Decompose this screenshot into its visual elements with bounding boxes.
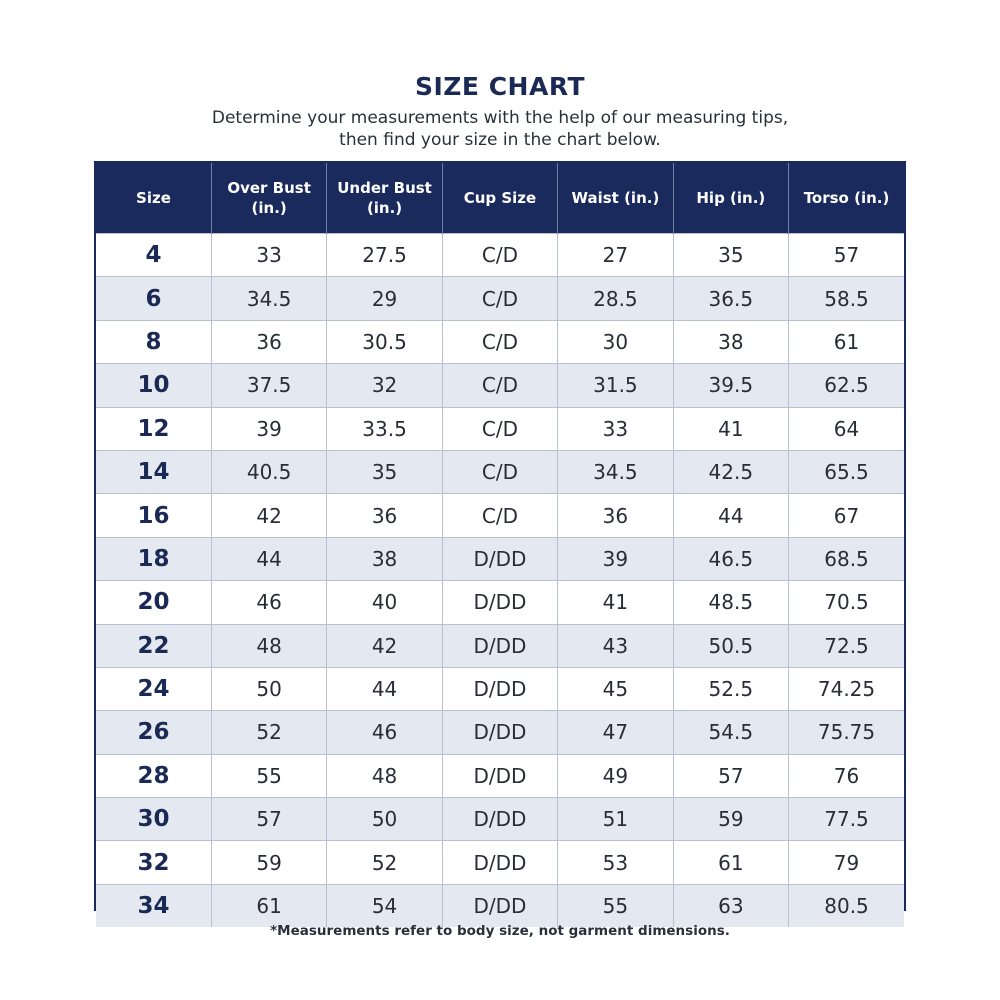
cell-under-bust: 54: [327, 884, 442, 927]
cell-over-bust: 40.5: [211, 450, 326, 493]
table-row: [96, 320, 904, 363]
cell-waist: 43: [558, 624, 673, 667]
cell-size: 24: [96, 667, 211, 710]
cell-torso: 57: [789, 234, 904, 277]
cell-size: 26: [96, 711, 211, 754]
cell-hip: 63: [673, 884, 788, 927]
table-row: [96, 537, 904, 580]
table-row: [96, 711, 904, 754]
cell-torso: 61: [789, 320, 904, 363]
cell-size: 6: [96, 277, 211, 320]
cell-torso: 70.5: [789, 581, 904, 624]
table-row: [96, 234, 904, 277]
cell-waist: 34.5: [558, 450, 673, 493]
cell-hip: 59: [673, 798, 788, 841]
cell-cup-size: C/D: [442, 364, 557, 407]
cell-hip: 39.5: [673, 364, 788, 407]
table-row: [96, 494, 904, 537]
page-subtitle: [0, 107, 1000, 151]
subtitle-line-2: then find your size in the chart below.: [339, 130, 661, 150]
cell-under-bust: 29: [327, 277, 442, 320]
cell-over-bust: 37.5: [211, 364, 326, 407]
cell-over-bust: 39: [211, 407, 326, 450]
table-row: [96, 624, 904, 667]
cell-torso: 76: [789, 754, 904, 797]
cell-torso: 65.5: [789, 450, 904, 493]
cell-waist: 31.5: [558, 364, 673, 407]
table-row: [96, 667, 904, 710]
cell-waist: 41: [558, 581, 673, 624]
cell-under-bust: 32: [327, 364, 442, 407]
cell-hip: 57: [673, 754, 788, 797]
cell-over-bust: 42: [211, 494, 326, 537]
header-over-bust: Over Bust (in.): [211, 163, 326, 234]
cell-over-bust: 33: [211, 234, 326, 277]
cell-cup-size: D/DD: [442, 841, 557, 884]
cell-size: 16: [96, 494, 211, 537]
cell-torso: 77.5: [789, 798, 904, 841]
cell-size: 8: [96, 320, 211, 363]
cell-hip: 35: [673, 234, 788, 277]
cell-over-bust: 48: [211, 624, 326, 667]
cell-waist: 51: [558, 798, 673, 841]
table-row: [96, 798, 904, 841]
cell-hip: 44: [673, 494, 788, 537]
table-body: [96, 234, 904, 928]
cell-cup-size: C/D: [442, 450, 557, 493]
cell-waist: 49: [558, 754, 673, 797]
cell-cup-size: D/DD: [442, 798, 557, 841]
cell-cup-size: D/DD: [442, 884, 557, 927]
cell-torso: 64: [789, 407, 904, 450]
header-torso: Torso (in.): [789, 163, 904, 234]
cell-torso: 74.25: [789, 667, 904, 710]
cell-torso: 80.5: [789, 884, 904, 927]
cell-torso: 68.5: [789, 537, 904, 580]
cell-torso: 75.75: [789, 711, 904, 754]
cell-under-bust: 40: [327, 581, 442, 624]
table-row: [96, 450, 904, 493]
cell-cup-size: C/D: [442, 320, 557, 363]
cell-torso: 58.5: [789, 277, 904, 320]
cell-over-bust: 55: [211, 754, 326, 797]
size-chart-table: [96, 163, 904, 927]
cell-under-bust: 46: [327, 711, 442, 754]
cell-torso: 79: [789, 841, 904, 884]
cell-waist: 55: [558, 884, 673, 927]
cell-under-bust: 27.5: [327, 234, 442, 277]
cell-hip: 36.5: [673, 277, 788, 320]
cell-over-bust: 50: [211, 667, 326, 710]
cell-under-bust: 50: [327, 798, 442, 841]
cell-under-bust: 52: [327, 841, 442, 884]
cell-under-bust: 44: [327, 667, 442, 710]
cell-hip: 52.5: [673, 667, 788, 710]
cell-hip: 46.5: [673, 537, 788, 580]
cell-waist: 33: [558, 407, 673, 450]
cell-under-bust: 36: [327, 494, 442, 537]
cell-waist: 30: [558, 320, 673, 363]
header-waist: Waist (in.): [558, 163, 673, 234]
cell-over-bust: 46: [211, 581, 326, 624]
cell-over-bust: 36: [211, 320, 326, 363]
cell-cup-size: D/DD: [442, 537, 557, 580]
table-row: [96, 754, 904, 797]
cell-hip: 41: [673, 407, 788, 450]
cell-over-bust: 34.5: [211, 277, 326, 320]
cell-waist: 36: [558, 494, 673, 537]
cell-under-bust: 35: [327, 450, 442, 493]
cell-size: 32: [96, 841, 211, 884]
cell-waist: 53: [558, 841, 673, 884]
cell-size: 20: [96, 581, 211, 624]
cell-size: 10: [96, 364, 211, 407]
cell-cup-size: C/D: [442, 494, 557, 537]
cell-waist: 28.5: [558, 277, 673, 320]
table-row: [96, 364, 904, 407]
cell-cup-size: D/DD: [442, 667, 557, 710]
cell-waist: 45: [558, 667, 673, 710]
table-row: [96, 277, 904, 320]
header-hip: Hip (in.): [673, 163, 788, 234]
cell-under-bust: 33.5: [327, 407, 442, 450]
cell-over-bust: 52: [211, 711, 326, 754]
cell-cup-size: C/D: [442, 277, 557, 320]
cell-cup-size: D/DD: [442, 711, 557, 754]
cell-hip: 42.5: [673, 450, 788, 493]
size-chart-table-container: [94, 161, 906, 920]
cell-over-bust: 44: [211, 537, 326, 580]
cell-hip: 54.5: [673, 711, 788, 754]
subtitle-line-1: Determine your measurements with the help of our measuring tips,: [211, 108, 789, 128]
cell-size: 30: [96, 798, 211, 841]
cell-hip: 48.5: [673, 581, 788, 624]
cell-cup-size: C/D: [442, 407, 557, 450]
cell-size: 14: [96, 450, 211, 493]
table-row: [96, 581, 904, 624]
cell-cup-size: D/DD: [442, 624, 557, 667]
cell-size: 22: [96, 624, 211, 667]
cell-hip: 50.5: [673, 624, 788, 667]
table-row: [96, 884, 904, 927]
page-title: SIZE CHART: [414, 72, 585, 101]
header-cup-size: Cup Size: [442, 163, 557, 234]
cell-under-bust: 38: [327, 537, 442, 580]
cell-cup-size: D/DD: [442, 754, 557, 797]
cell-torso: 72.5: [789, 624, 904, 667]
cell-hip: 61: [673, 841, 788, 884]
cell-size: 12: [96, 407, 211, 450]
cell-size: 18: [96, 537, 211, 580]
cell-cup-size: D/DD: [442, 581, 557, 624]
cell-under-bust: 30.5: [327, 320, 442, 363]
cell-size: 34: [96, 884, 211, 927]
table-row: [96, 407, 904, 450]
cell-torso: 67: [789, 494, 904, 537]
table-row: [96, 841, 904, 884]
cell-cup-size: C/D: [442, 234, 557, 277]
cell-waist: 39: [558, 537, 673, 580]
cell-under-bust: 48: [327, 754, 442, 797]
table-header-row: [96, 163, 904, 234]
cell-over-bust: 61: [211, 884, 326, 927]
cell-waist: 47: [558, 711, 673, 754]
cell-over-bust: 57: [211, 798, 326, 841]
header-size: Size: [96, 163, 211, 234]
cell-over-bust: 59: [211, 841, 326, 884]
cell-hip: 38: [673, 320, 788, 363]
cell-size: 4: [96, 234, 211, 277]
cell-waist: 27: [558, 234, 673, 277]
header-under-bust: Under Bust (in.): [327, 163, 442, 234]
cell-torso: 62.5: [789, 364, 904, 407]
cell-size: 28: [96, 754, 211, 797]
footnote: *Measurements refer to body size, not garment dimensions.: [270, 923, 730, 939]
cell-under-bust: 42: [327, 624, 442, 667]
